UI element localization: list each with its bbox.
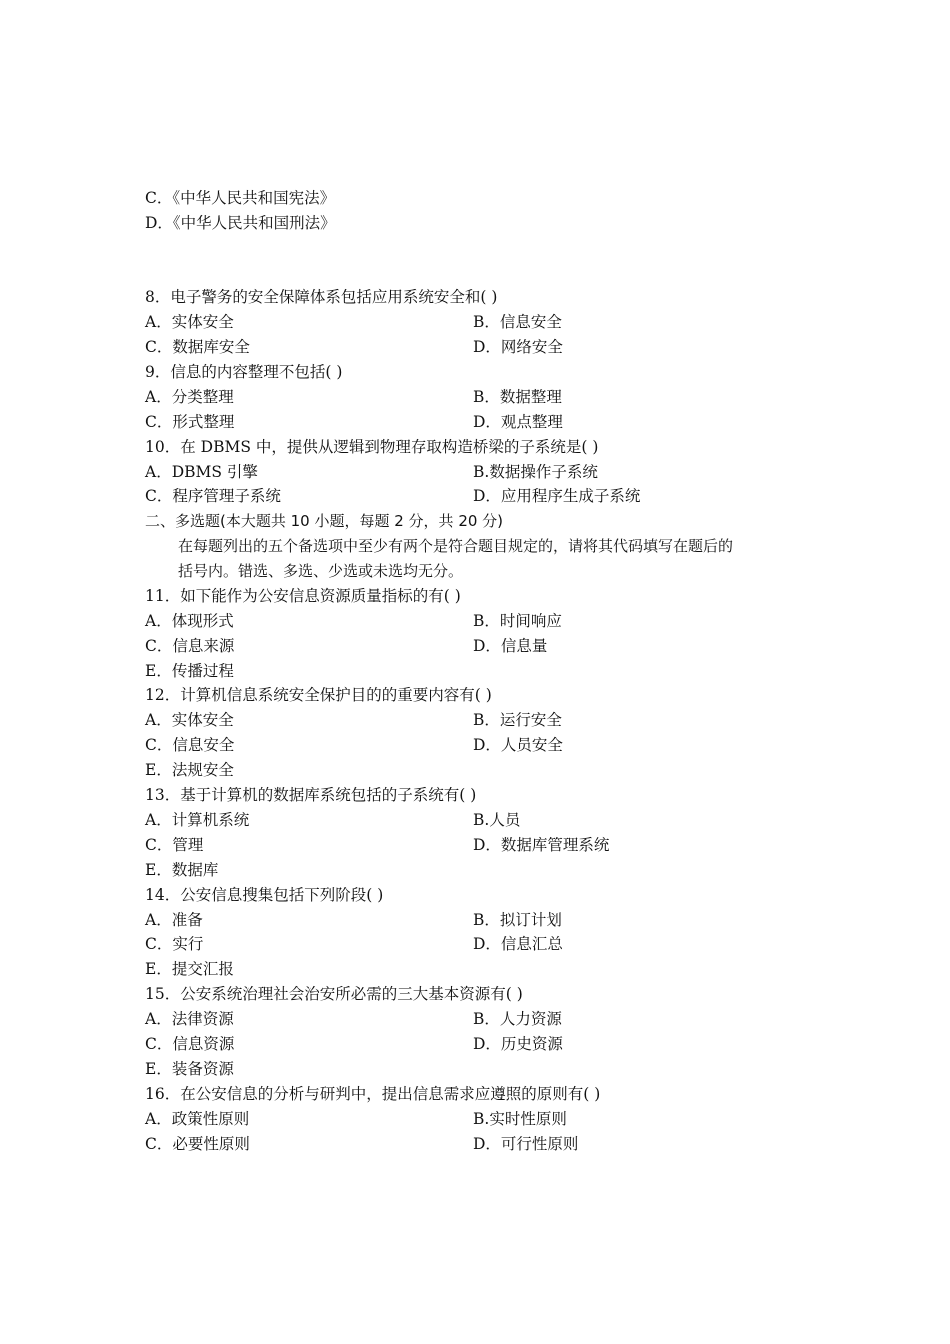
q11-option-e: E．传播过程	[145, 662, 234, 680]
q11-option-a: A．体现形式	[145, 612, 234, 630]
question-8: 8．电子警务的安全保障体系包括应用系统安全和( )	[145, 288, 498, 306]
q8-option-c: C．数据库安全	[145, 338, 250, 356]
q16-option-a: A．政策性原则	[145, 1110, 250, 1128]
q13-option-a: A．计算机系统	[145, 811, 250, 829]
q13-option-e: E．数据库	[145, 861, 219, 879]
q9-option-d: D．观点整理	[473, 413, 563, 431]
q9-option-b: B．数据整理	[473, 388, 562, 406]
q9-option-c: C．形式整理	[145, 413, 235, 431]
q13-option-b: B.人员	[473, 811, 521, 829]
question-9: 9．信息的内容整理不包括( )	[145, 363, 343, 381]
q13-option-c: C．管理	[145, 836, 204, 854]
q8-option-b: B．信息安全	[473, 313, 562, 331]
section-2-instruction-line-2: 括号内。错选、多选、少选或未选均无分。	[178, 562, 464, 580]
q11-option-d: D．信息量	[473, 637, 548, 655]
q8-option-d: D．网络安全	[473, 338, 563, 356]
q10-option-c: C．程序管理子系统	[145, 487, 281, 505]
q16-option-d: D．可行性原则	[473, 1135, 579, 1153]
q11-option-c: C．信息来源	[145, 637, 235, 655]
question-16: 16．在公安信息的分析与研判中，提出信息需求应遵照的原则有( )	[145, 1085, 601, 1103]
q14-option-d: D．信息汇总	[473, 935, 563, 953]
q14-option-e: E．提交汇报	[145, 960, 234, 978]
q12-option-a: A．实体安全	[145, 711, 234, 729]
q14-option-b: B．拟订计划	[473, 911, 562, 929]
option-d-criminal-law: D．《中华人民共和国刑法》	[145, 214, 336, 232]
q16-option-c: C．必要性原则	[145, 1135, 250, 1153]
q16-option-b: B.实时性原则	[473, 1110, 567, 1128]
q10-option-a: A．DBMS 引擎	[145, 463, 258, 481]
question-12: 12．计算机信息系统安全保护目的的重要内容有( )	[145, 686, 492, 704]
q14-option-a: A．准备	[145, 911, 203, 929]
q12-option-c: C．信息安全	[145, 736, 235, 754]
q15-option-c: C．信息资源	[145, 1035, 235, 1053]
q10-option-d: D．应用程序生成子系统	[473, 487, 641, 505]
q15-option-e: E．装备资源	[145, 1060, 234, 1078]
q14-option-c: C．实行	[145, 935, 204, 953]
q12-option-b: B．运行安全	[473, 711, 562, 729]
q11-option-b: B．时间响应	[473, 612, 562, 630]
section-2-instruction-line-1: 在每题列出的五个备选项中至少有两个是符合题目规定的，请将其代码填写在题后的	[178, 537, 734, 555]
q12-option-d: D．人员安全	[473, 736, 563, 754]
question-11: 11．如下能作为公安信息资源质量指标的有( )	[145, 587, 461, 605]
question-15: 15．公安系统治理社会治安所必需的三大基本资源有( )	[145, 985, 523, 1003]
section-2-title: 二、多选题(本大题共 10 小题，每题 2 分，共 20 分)	[145, 512, 504, 530]
option-c-constitution: C．《中华人民共和国宪法》	[145, 189, 336, 207]
q12-option-e: E．法规安全	[145, 761, 234, 779]
q8-option-a: A．实体安全	[145, 313, 234, 331]
q15-option-a: A．法律资源	[145, 1010, 234, 1028]
q15-option-b: B．人力资源	[473, 1010, 562, 1028]
question-13: 13．基于计算机的数据库系统包括的子系统有( )	[145, 786, 477, 804]
q10-option-b: B.数据操作子系统	[473, 463, 598, 481]
question-10: 10．在 DBMS 中，提供从逻辑到物理存取构造桥梁的子系统是( )	[145, 438, 599, 456]
q9-option-a: A．分类整理	[145, 388, 234, 406]
q13-option-d: D．数据库管理系统	[473, 836, 610, 854]
q15-option-d: D．历史资源	[473, 1035, 563, 1053]
question-14: 14．公安信息搜集包括下列阶段( )	[145, 886, 384, 904]
